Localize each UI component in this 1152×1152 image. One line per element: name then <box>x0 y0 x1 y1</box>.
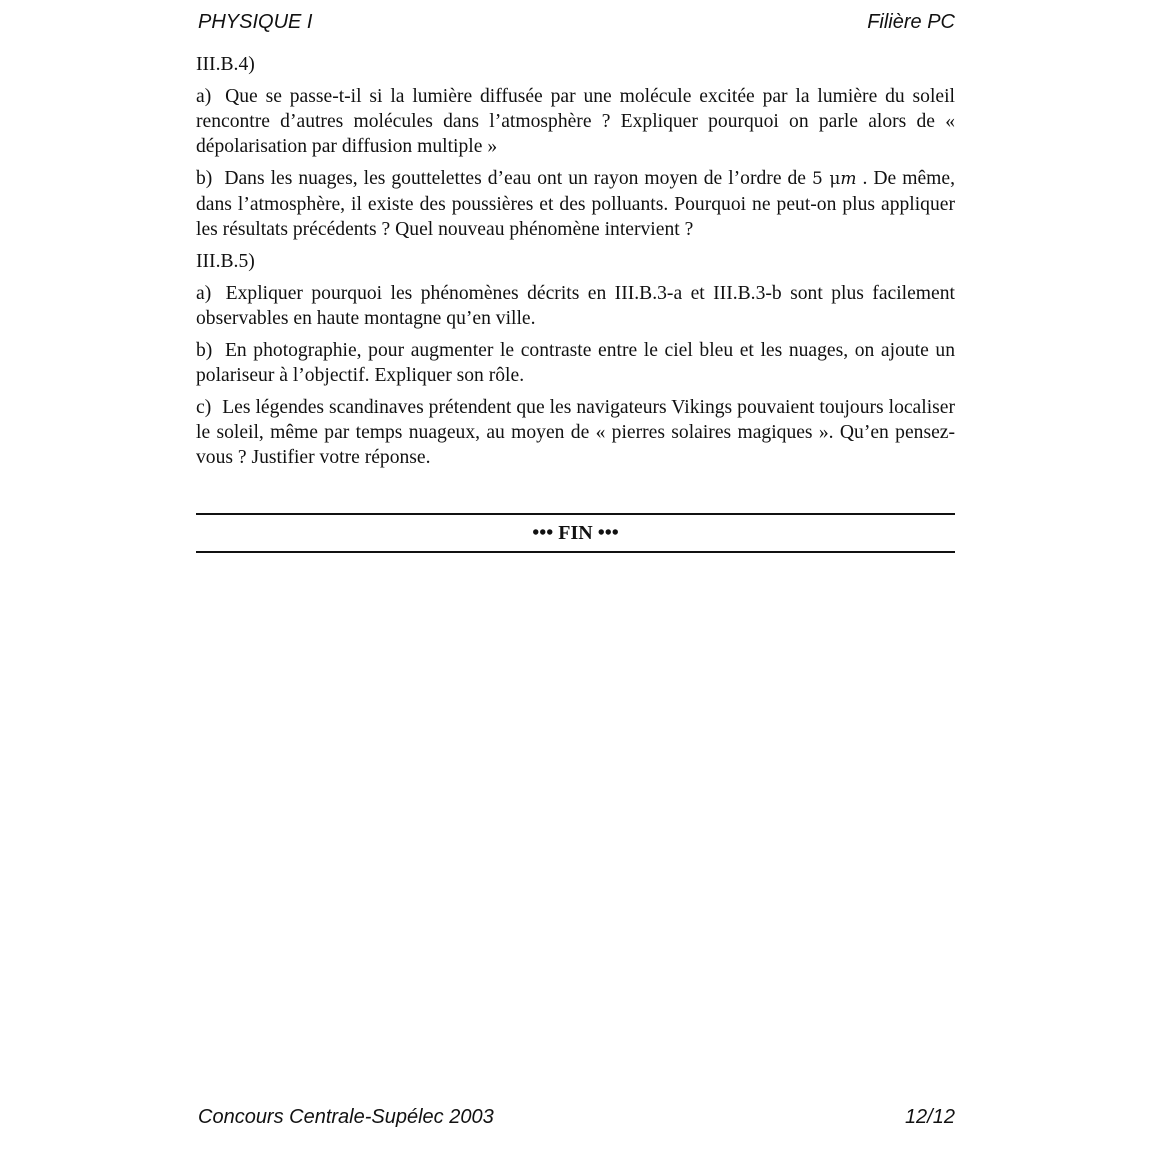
question-text: En photographie, pour augmenter le contraste entre le ciel bleu et les nuages, on ajoute un polariseur à l’objectif. Expliquer son rôle. <box>196 340 955 386</box>
page-header <box>196 11 955 37</box>
question-tag: a) <box>196 283 212 304</box>
question-tag: b) <box>196 340 213 361</box>
math-value: 5 <box>812 169 823 189</box>
question-text: Que se passe-t-il si la lumière diffusée par une molécule excitée par la lumière du soleil rencontre d’autres molécules dans l’atmosphère ? Expliquer pourquoi on parle alors de « dépolarisation par diffusion multiple » <box>196 86 955 157</box>
page-number: 12/12 <box>904 1106 955 1128</box>
footer-exam-name: Concours Centrale-Supélec 2003 <box>198 1106 494 1128</box>
header-subject: PHYSIQUE I <box>198 11 313 33</box>
exam-page <box>196 0 955 1152</box>
question-tag: c) <box>196 397 212 418</box>
end-marker: ••• FIN ••• <box>196 513 955 553</box>
question-text-part1: Dans les nuages, les gouttelettes d’eau ont un rayon moyen de l’ordre de <box>224 168 806 189</box>
question-III-B-5-c <box>196 395 955 470</box>
question-text-part2: . De même, dans l’atmosphère, il existe des poussières et des polluants. Pourquoi ne peut-on plus appliquer les résultats précédents ? Quel nouveau phénomène intervient ? <box>196 168 956 240</box>
question-tag: b) <box>196 168 213 189</box>
question-III-B-5-a <box>196 281 955 331</box>
question-III-B-5-b <box>196 338 955 388</box>
question-tag: a) <box>196 86 212 107</box>
question-III-B-4-b <box>196 166 955 242</box>
question-text: Expliquer pourquoi les phénomènes décrits en III.B.3-a et III.B.3-b sont plus facilement observables en haute montagne qu’en ville. <box>196 283 955 329</box>
math-unit: m <box>840 169 857 189</box>
droplet-radius-math <box>812 169 857 189</box>
math-unit-prefix: μ <box>829 169 841 189</box>
section-label-III-B-4: III.B.4) <box>196 54 255 75</box>
page-footer <box>196 1106 955 1132</box>
question-text: Les légendes scandinaves prétendent que les navigateurs Vikings pouvaient toujours localiser le soleil, même par temps nuageux, au moyen de « pierres solaires magiques ». Qu’en pensez-vous ? Justifier votre réponse. <box>196 397 955 468</box>
question-III-B-4-a <box>196 84 955 159</box>
page-content <box>196 52 955 477</box>
section-label-III-B-5: III.B.5) <box>196 251 255 272</box>
header-track: Filière PC <box>867 11 955 33</box>
